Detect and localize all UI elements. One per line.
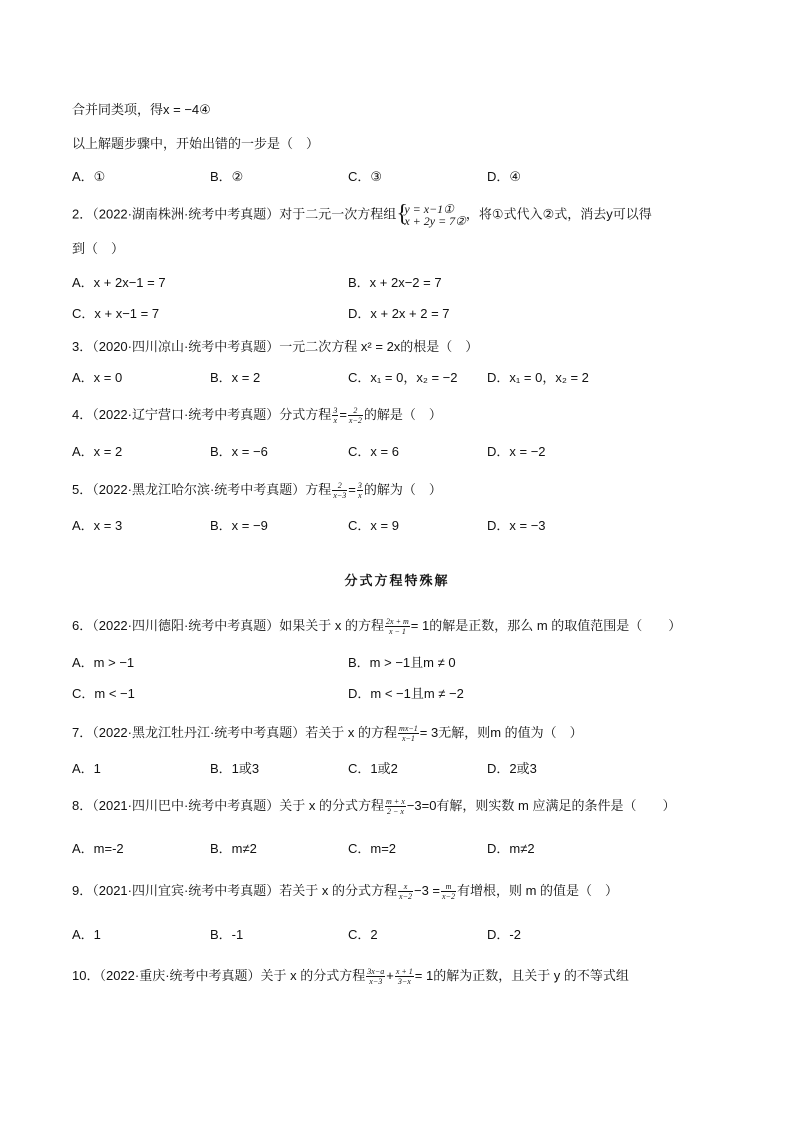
denominator: x−2 [348, 416, 362, 426]
q6-suffix: = 1的解是正数，那么 m 的取值范围是（ ） [410, 618, 682, 633]
q2-equation-system [396, 203, 466, 227]
q8-option-a[interactable]: A．m=-2 [72, 841, 124, 856]
q1-option-b[interactable]: B．② [210, 169, 244, 184]
q10-prefix: 10．（2022·重庆·统考中考真题）关于 x 的分式方程 [72, 968, 366, 983]
q5-option-c[interactable]: C．x = 9 [348, 518, 399, 533]
q5-fraction-right [357, 481, 363, 500]
q9-suffix: 有增根，则 m 的值是（ ） [456, 883, 619, 898]
numerator: 3 [357, 481, 362, 491]
q8-prefix: 8．（2021·四川巴中·统考中考真题）关于 x 的分式方程 [72, 798, 385, 813]
text-line: 合并同类项，得x = −4④ [72, 102, 211, 117]
q8-option-c[interactable]: C．m=2 [348, 841, 397, 856]
q9-option-d[interactable]: D．-2 [487, 927, 521, 942]
q10-stem [72, 967, 629, 986]
denominator: x−3 [369, 977, 383, 987]
q5-option-a[interactable]: A．x = 3 [72, 518, 123, 533]
numerator: x [398, 882, 413, 892]
equals-sign: = [348, 482, 356, 497]
q4-prefix: 4．（2022·辽宁营口·统考中考真题）分式方程 [72, 407, 332, 422]
q9-option-b[interactable]: B．-1 [210, 927, 244, 942]
q4-option-c[interactable]: C．x = 6 [348, 444, 399, 459]
q2-option-d[interactable]: D．x + 2x + 2 = 7 [348, 306, 450, 321]
question-prompt: 以上解题步骤中，开始出错的一步是（ ） [72, 136, 320, 151]
q7-fraction [398, 724, 419, 743]
denominator: x [358, 491, 362, 501]
q3-option-b[interactable]: B．x = 2 [210, 370, 261, 385]
q9-fraction-left [398, 882, 413, 901]
numerator: mx−1 [399, 724, 418, 734]
brace-icon: { [396, 201, 408, 227]
q4-stem [72, 406, 442, 425]
q8-stem [72, 797, 675, 816]
numerator: 3 [333, 406, 338, 416]
q5-prefix: 5．（2022·黑龙江哈尔滨·统考中考真题）方程 [72, 482, 332, 497]
q1-option-a[interactable]: A．① [72, 169, 106, 184]
q9-fraction-right [441, 882, 456, 901]
q6-option-a[interactable]: A．m > −1 [72, 655, 135, 670]
q2-option-a[interactable]: A．x + 2x−1 = 7 [72, 275, 166, 290]
denominator: x [333, 416, 338, 426]
q8-suffix: −3=0有解，则实数 m 应满足的条件是（ ） [406, 798, 676, 813]
q4-suffix: 的解是（ ） [363, 407, 442, 422]
q6-stem [72, 617, 681, 636]
q3-option-a[interactable]: A．x = 0 [72, 370, 123, 385]
q6-option-b[interactable]: B．m > −1且m ≠ 0 [348, 655, 456, 670]
q7-option-d[interactable]: D．2或3 [487, 761, 537, 776]
q9-stem [72, 882, 618, 901]
q6-fraction [385, 617, 410, 636]
q9-option-c[interactable]: C．2 [348, 927, 378, 942]
q3-option-c[interactable]: C．x₁ = 0，x₂ = −2 [348, 370, 458, 385]
q3-option-d[interactable]: D．x₁ = 0，x₂ = 2 [487, 370, 589, 385]
q5-option-d[interactable]: D．x = −3 [487, 518, 546, 533]
denominator: x−3 [333, 491, 347, 501]
denominator: x−2 [399, 892, 412, 902]
q2-option-c[interactable]: C．x + x−1 = 7 [72, 306, 160, 321]
q2-stem [72, 203, 652, 227]
q6-option-d[interactable]: D．m < −1且m ≠ −2 [348, 686, 464, 701]
q4-fraction-left [332, 406, 338, 425]
plus-sign: + [386, 968, 394, 983]
q1-option-d[interactable]: D．④ [487, 169, 522, 184]
numerator: m + x [386, 797, 405, 807]
q4-option-d[interactable]: D．x = −2 [487, 444, 546, 459]
q6-option-c[interactable]: C．m < −1 [72, 686, 135, 701]
section-title: 分式方程特殊解 [344, 574, 450, 589]
q7-suffix: = 3无解，则m 的值为（ ） [419, 725, 583, 740]
q6-prefix: 6．（2022·四川德阳·统考中考真题）如果关于 x 的方程 [72, 618, 385, 633]
q8-option-d[interactable]: D．m≠2 [487, 841, 535, 856]
denominator: x − 1 [388, 627, 406, 637]
numerator: m [441, 882, 456, 892]
q10-suffix: = 1的解为正数，且关于 y 的不等式组 [414, 968, 629, 983]
q2-prefix: 2．（2022·湖南株洲·统考中考真题）对于二元一次方程组 [72, 206, 397, 222]
q8-fraction [385, 797, 406, 816]
q4-option-b[interactable]: B．x = −6 [210, 444, 268, 459]
denominator: 2 − x [386, 807, 404, 817]
q4-option-a[interactable]: A．x = 2 [72, 444, 123, 459]
q9-option-a[interactable]: A．1 [72, 927, 101, 942]
denominator: x−2 [442, 892, 455, 902]
q7-prefix: 7．（2022·黑龙江牡丹江·统考中考真题）若关于 x 的方程 [72, 725, 398, 740]
q9-prefix: 9．（2021·四川宜宾·统考中考真题）若关于 x 的分式方程 [72, 883, 398, 898]
q2-eq1: y = x−1① [404, 202, 454, 216]
q8-option-b[interactable]: B．m≠2 [210, 841, 257, 856]
q7-option-b[interactable]: B．1或3 [210, 761, 260, 776]
q3-stem: 3．（2020·四川凉山·统考中考真题）一元二次方程 x² = 2x的根是（ ） [72, 339, 479, 354]
denominator: x−1 [401, 734, 415, 744]
equals-sign: = [339, 407, 347, 422]
q1-option-c[interactable]: C．③ [348, 169, 383, 184]
q4-fraction-right [348, 406, 363, 425]
numerator: 2 [348, 406, 363, 416]
q5-stem [72, 481, 442, 500]
numerator: 2x + m [386, 617, 409, 627]
q7-option-a[interactable]: A．1 [72, 761, 101, 776]
numerator: 3x−a [367, 967, 385, 977]
q2-eq2: x + 2y = 7② [404, 214, 466, 228]
q7-stem [72, 724, 583, 743]
q10-fraction-right [395, 967, 414, 986]
numerator: x + 1 [395, 967, 413, 977]
q2-stem-cont: 到（ ） [72, 241, 125, 256]
q5-option-b[interactable]: B．x = −9 [210, 518, 268, 533]
q5-fraction-left [332, 481, 347, 500]
q2-suffix: ，将①式代入②式，消去y可以得 [465, 206, 652, 222]
q5-suffix: 的解为（ ） [363, 482, 442, 497]
q9-middle: −3 = [414, 883, 441, 898]
denominator: 3−x [397, 977, 411, 987]
q10-fraction-left [366, 967, 385, 986]
numerator: 2 [332, 481, 347, 491]
q2-option-b[interactable]: B．x + 2x−2 = 7 [348, 275, 442, 290]
q7-option-c[interactable]: C．1或2 [348, 761, 398, 776]
